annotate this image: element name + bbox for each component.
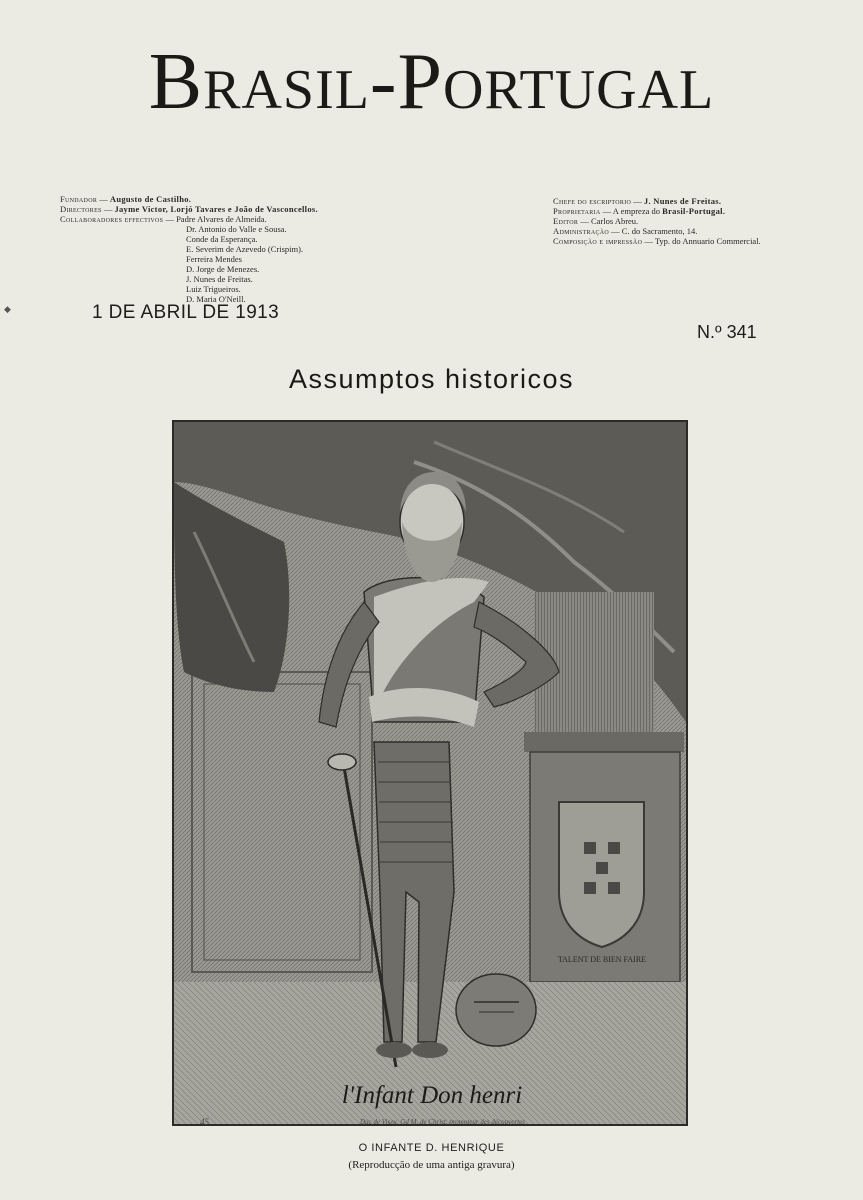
editorial-credits-right	[553, 196, 761, 246]
pedestal-top	[524, 732, 684, 752]
engraving-portrait	[172, 420, 688, 1126]
credit-owner: Proprietaria — A empreza do Brasil-Portugal.	[553, 206, 726, 216]
plate-number: 45	[200, 1117, 209, 1127]
collaborator-name: J. Nunes de Freitas.	[186, 274, 253, 284]
section-title: Assumptos historicos	[288, 364, 575, 394]
helmet	[456, 974, 536, 1046]
credit-value: Typ. do Annuario Commercial.	[654, 236, 761, 246]
figure-caption-subtitle: (Reproducção de uma antiga gravura)	[348, 1159, 515, 1171]
credit-label: Editor	[553, 216, 579, 226]
credit-value: C. do Sacramento, 14.	[621, 226, 698, 236]
credit-collaborators: Collaboradores effectivos — Padre Alvares de Almeida.	[60, 214, 267, 224]
collaborator-name: E. Severim de Azevedo (Crispim).	[186, 244, 304, 254]
credit-label: Fundador	[60, 194, 98, 204]
margin-mark: ◆	[4, 304, 11, 314]
collaborator-name: D. Jorge de Menezes.	[186, 264, 260, 274]
credit-value: Carlos Abreu.	[590, 216, 639, 226]
credit-label: Administração	[553, 226, 610, 236]
collaborator-name: D. Maria O'Neill.	[186, 294, 246, 304]
credit-value: Padre Alvares de Almeida.	[176, 214, 267, 224]
coat-of-arms-shield	[559, 802, 644, 947]
credit-value: Augusto de Castilho.	[109, 194, 192, 204]
masthead-title: Brasil-Portugal	[148, 38, 715, 126]
credit-value: A empreza do	[612, 206, 660, 216]
engraving-illustration	[174, 422, 686, 1124]
credit-label: Chefe do escriptorio	[553, 196, 632, 206]
credit-printing: Composição e impressão — Typ. do Annuario Commercial.	[553, 236, 761, 246]
issue-date: 1 DE ABRIL DE 1913	[92, 302, 280, 323]
pedestal-motto: TALENT DE BIEN FAIRE	[557, 955, 647, 964]
collaborator-name: Luiz Trigueiros.	[186, 284, 241, 294]
credit-administration: Administração — C. do Sacramento, 14.	[553, 226, 698, 236]
credit-label: Directores	[60, 204, 102, 214]
credit-editor: Editor — Carlos Abreu.	[553, 216, 639, 226]
collaborator-name: Ferreira Mendes	[186, 254, 242, 264]
credit-value-bold: Brasil-Portugal.	[662, 206, 726, 216]
credit-founder: Fundador — Augusto de Castilho.	[60, 194, 192, 204]
issue-number: N.º 341	[697, 322, 757, 342]
credit-label: Composição e impressão	[553, 236, 643, 246]
credit-label: Collaboradores effectivos	[60, 214, 164, 224]
credit-label: Proprietaria	[553, 206, 601, 216]
engraving-inscription: l'Infant Don henri	[341, 1082, 523, 1109]
credit-value: J. Nunes de Freitas.	[643, 196, 722, 206]
collaborator-name: Conde da Esperança.	[186, 234, 258, 244]
credit-value: Jayme Victor, Lorjó Tavares e João de Vasconcellos.	[114, 204, 318, 214]
credit-directors: Directores — Jayme Victor, Lorjó Tavares e João de Vasconcellos.	[60, 204, 318, 214]
figure-caption: O INFANTE D. HENRIQUE	[358, 1142, 505, 1154]
collaborator-name: Dr. Antonio do Valle e Sousa.	[186, 224, 287, 234]
editorial-credits-left	[60, 194, 318, 304]
engraving-subscript: Duc de Viseu, Gd M. de Christ, promoteur des découvertes	[360, 1118, 525, 1126]
credit-office-chief: Chefe do escriptorio — J. Nunes de Freitas.	[553, 196, 722, 206]
